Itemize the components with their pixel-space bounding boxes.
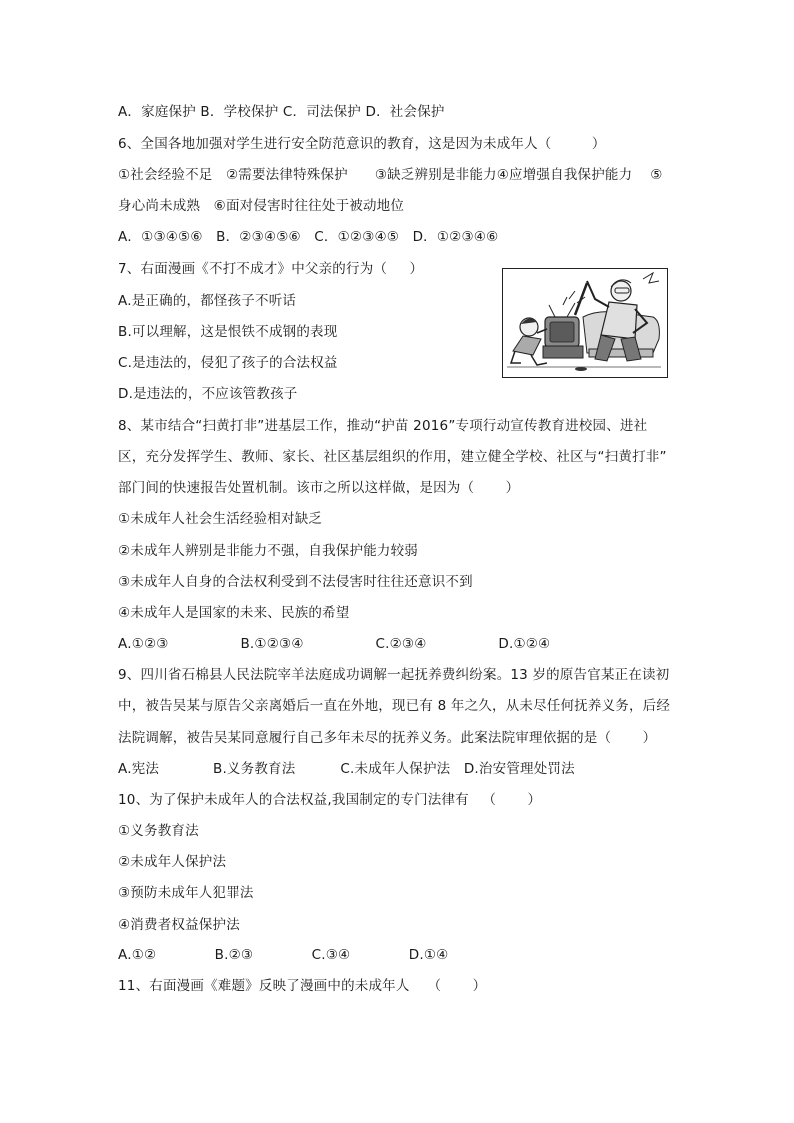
q8-stem-line3: 部门间的快速报告处置机制。该市之所以这样做，是因为（ ） — [118, 480, 520, 496]
q6-statements-line1: ①社会经验不足 ②需要法律特殊保护 ③缺乏辨别是非能力④应增强自我保护能力 ⑤ — [118, 167, 663, 183]
q10-stem: 10、为了保护未成年人的合法权益,我国制定的专门法律有 （ ） — [118, 792, 542, 808]
q7-option-a: A.是正确的，都怪孩子不听话 — [118, 293, 297, 309]
q9-options: A.宪法 B.义务教育法 C.未成年人保护法 D.治安管理处罚法 — [118, 761, 575, 777]
q10-statement-4: ④消费者权益保护法 — [118, 917, 240, 933]
q9-stem-line2: 中，被告吴某与原告父亲离婚后一直在外地，现已有 8 年之久，从未尽任何抚养义务，后经 — [118, 698, 671, 714]
q6-statements-line2: 身心尚未成熟 ⑥面对侵害时往往处于被动地位 — [118, 198, 405, 214]
q8-statement-3: ③未成年人自身的合法权利受到不法侵害时往往还意识不到 — [118, 574, 473, 590]
q11-stem: 11、右面漫画《难题》反映了漫画中的未成年人 （ ） — [118, 978, 487, 994]
q6-stem: 6、全国各地加强对学生进行安全防范意识的教育，这是因为未成年人（ ） — [118, 136, 606, 152]
q7-option-b: B.可以理解，这是恨铁不成钢的表现 — [118, 324, 338, 340]
q8-statement-2: ②未成年人辨别是非能力不强，自我保护能力较弱 — [118, 543, 419, 559]
q7-option-d: D.是违法的，不应该管教孩子 — [118, 386, 298, 402]
q5-options: A．家庭保护 B．学校保护 C．司法保护 D．社会保护 — [118, 104, 445, 120]
q7-stem: 7、右面漫画《不打不成才》中父亲的行为（ ） — [118, 261, 424, 277]
q9-stem-line1: 9、四川省石棉县人民法院宰羊法庭成功调解一起抚养费纠纷案。13 岁的原告官某正在读初 — [118, 667, 670, 683]
q10-statement-3: ③预防未成年人犯罪法 — [118, 885, 254, 901]
q8-stem-line2: 区，充分发挥学生、教师、家长、社区基层组织的作用，建立健全学校、社区与“扫黄打非” — [118, 449, 667, 465]
q8-statement-1: ①未成年人社会生活经验相对缺乏 — [118, 511, 323, 527]
q8-options: A.①②③ B.①②③④ C.②③④ D.①②④ — [118, 636, 551, 652]
q8-statement-4: ④未成年人是国家的未来、民族的希望 — [118, 605, 350, 621]
q6-options: A．①③④⑤⑥ B．②③④⑤⑥ C．①②③④⑤ D．①②③④⑥ — [118, 229, 499, 245]
cartoon-father-beating-child — [502, 268, 668, 378]
q8-stem-line1: 8、某市结合“扫黄打非”进基层工作，推动“护苗 2016”专项行动宣传教育进校园、进社 — [118, 418, 648, 434]
q7-option-c: C.是违法的，侵犯了孩子的合法权益 — [118, 355, 338, 371]
q10-options: A.①② B.②③ C.③④ D.①④ — [118, 947, 449, 963]
q10-statement-1: ①义务教育法 — [118, 823, 199, 839]
q9-stem-line3: 法院调解，被告吴某同意履行自己多年未尽的抚养义务。此案法院审理依据的是（ ） — [118, 730, 657, 746]
q10-statement-2: ②未成年人保护法 — [118, 854, 227, 870]
